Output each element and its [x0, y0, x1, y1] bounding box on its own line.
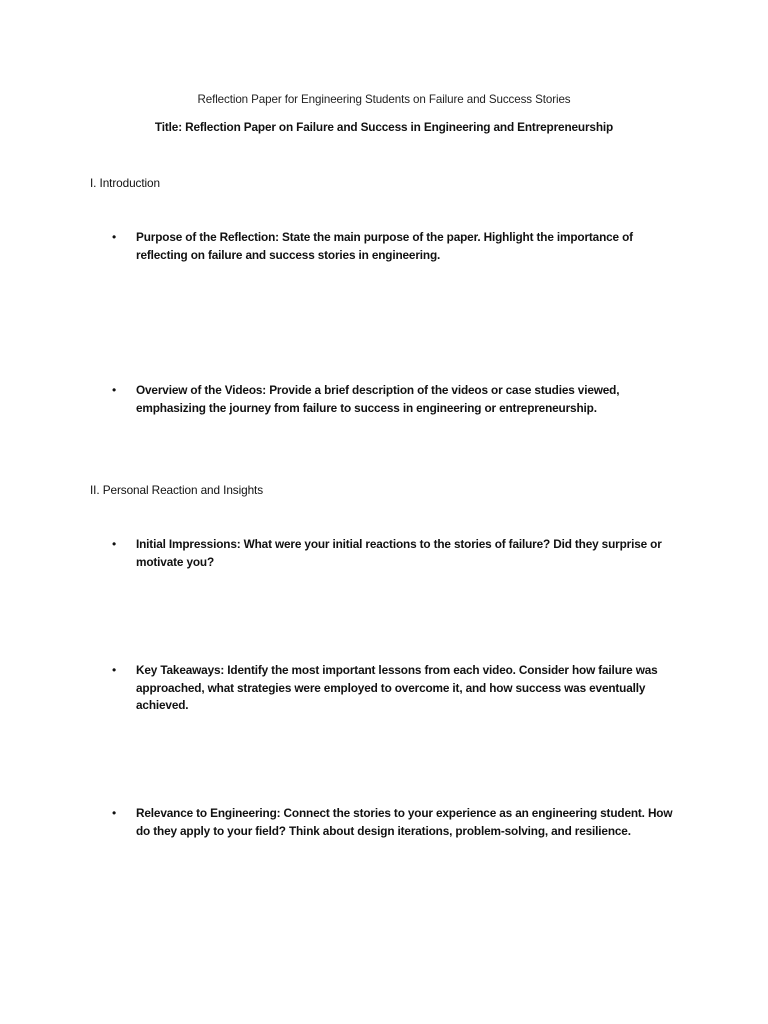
list-item-text: Key Takeaways: Identify the most important lessons from each video. Consider how failure was approached, what strategies were employed to overcome it, and how success was eventually achieved. — [136, 663, 658, 712]
list-item-text: Initial Impressions: What were your initial reactions to the stories of failure? Did they surprise or motivate you? — [136, 537, 662, 569]
bullet-icon: • — [112, 663, 117, 677]
section-heading-personal-reaction: II. Personal Reaction and Insights — [90, 483, 264, 497]
document-title: Title: Reflection Paper on Failure and Success in Engineering and Entrepreneurship — [154, 120, 614, 134]
section-heading-introduction: I. Introduction — [90, 176, 160, 190]
list-item-text: Overview of the Videos: Provide a brief description of the videos or case studies viewed, emphasizing the journey from failure to success in engineering or entrepreneurship. — [136, 383, 620, 415]
bullet-icon: • — [112, 383, 117, 397]
bullet-icon: • — [112, 806, 117, 820]
list-item-text: Relevance to Engineering: Connect the stories to your experience as an engineering student. How do they apply to your field? Think about design iterations, problem-solving, and resilience. — [136, 806, 673, 838]
bullet-icon: • — [112, 230, 117, 244]
document-header: Reflection Paper for Engineering Students on Failure and Success Stories — [197, 93, 571, 106]
bullet-icon: • — [112, 537, 117, 551]
list-item-text: Purpose of the Reflection: State the main purpose of the paper. Highlight the importance of reflecting on failure and success stories in engineering. — [136, 230, 633, 262]
